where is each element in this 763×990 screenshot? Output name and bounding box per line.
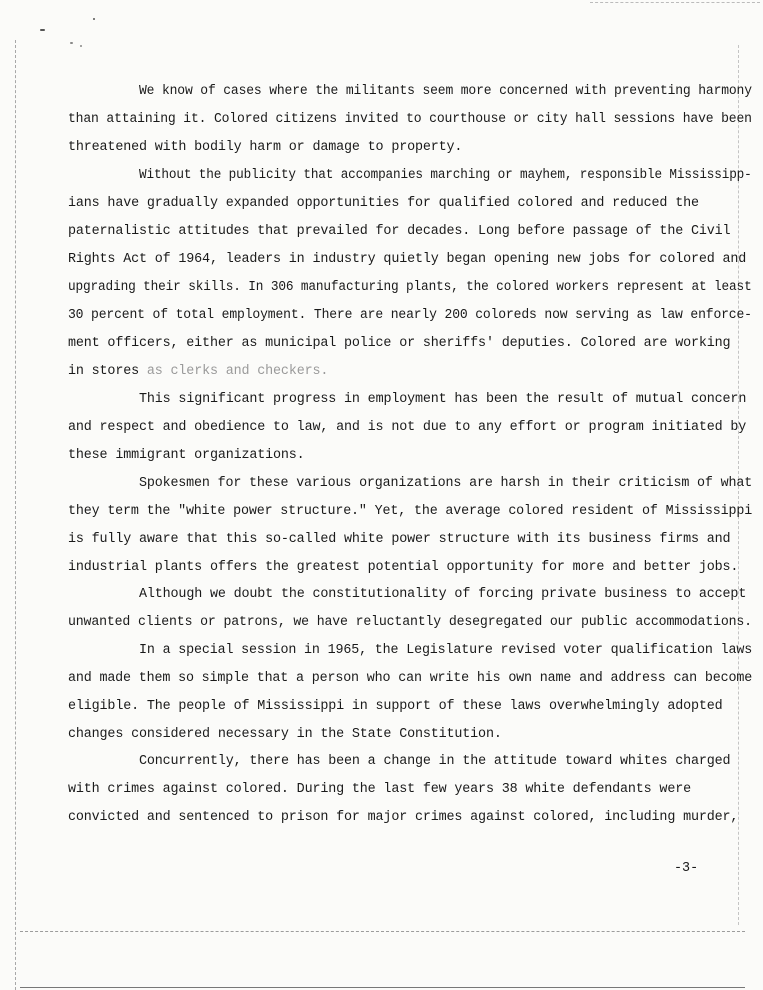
text-line: Without the publicity that accompanies marching or mayhem, responsible Mississipp- <box>139 168 752 183</box>
text-line: and respect and obedience to law, and is not due to any effort or program initiated by <box>68 420 747 435</box>
left-margin-rule <box>15 40 16 990</box>
text-line: upgrading their skills. In 306 manufacturing plants, the colored workers represent at least <box>68 280 752 295</box>
struck-text: as clerks and checkers. <box>146 364 329 379</box>
text-line: they term the "white power structure." Yet, the average colored resident of Mississippi <box>68 504 753 519</box>
text-line: with crimes against colored. During the last few years 38 white defendants were <box>68 782 691 797</box>
text-line: ment officers, either as municipal police or sheriffs' deputies. Colored are working <box>68 336 731 351</box>
text-line: Although we doubt the constitutionality of forcing private business to accept <box>139 587 747 602</box>
text-line: changes considered necessary in the State Constitution. <box>68 727 502 742</box>
text-line: paternalistic attitudes that prevailed for decades. Long before passage of the Civil <box>68 224 731 239</box>
text-line: is fully aware that this so-called white power structure with its business firms and <box>68 532 731 547</box>
text-line: In a special session in 1965, the Legislature revised voter qualification laws <box>139 643 753 658</box>
bottom-rule-upper <box>20 931 745 932</box>
scan-speck <box>70 42 73 44</box>
text-line-start: in stores <box>68 364 139 379</box>
text-line: Spokesmen for these various organizations are harsh in their criticism of what <box>139 476 753 491</box>
text-line: ians have gradually expanded opportunities for qualified colored and reduced the <box>68 196 699 211</box>
text-line: than attaining it. Colored citizens invited to courthouse or city hall sessions have been <box>68 112 752 127</box>
text-line: Rights Act of 1964, leaders in industry quietly began opening new jobs for colored and <box>68 252 747 267</box>
scan-speck <box>93 18 95 20</box>
text-line: unwanted clients or patrons, we have reluctantly desegregated our public accommodations. <box>68 615 752 630</box>
text-line: Concurrently, there has been a change in the attitude toward whites charged <box>139 754 731 769</box>
scan-speck <box>40 29 45 31</box>
text-line: industrial plants offers the greatest potential opportunity for more and better jobs. <box>68 560 739 575</box>
text-line: threatened with bodily harm or damage to property. <box>68 140 463 155</box>
text-line: We know of cases where the militants seem more concerned with preventing harmony <box>139 84 752 99</box>
text-line <box>68 364 328 380</box>
top-edge-rule <box>590 2 760 3</box>
scan-speck <box>80 45 82 47</box>
text-line: convicted and sentenced to prison for major crimes against colored, including murder, <box>68 810 739 825</box>
text-line: This significant progress in employment has been the result of mutual concern <box>139 392 747 407</box>
bottom-rule-lower <box>20 987 745 988</box>
page-number: -3- <box>674 861 699 876</box>
text-line: eligible. The people of Mississippi in support of these laws overwhelmingly adopted <box>68 699 723 714</box>
text-line: these immigrant organizations. <box>68 448 305 463</box>
text-line: and made them so simple that a person who can write his own name and address can become <box>68 671 753 686</box>
text-line: 30 percent of total employment. There are nearly 200 coloreds now serving as law enforce- <box>68 308 752 323</box>
